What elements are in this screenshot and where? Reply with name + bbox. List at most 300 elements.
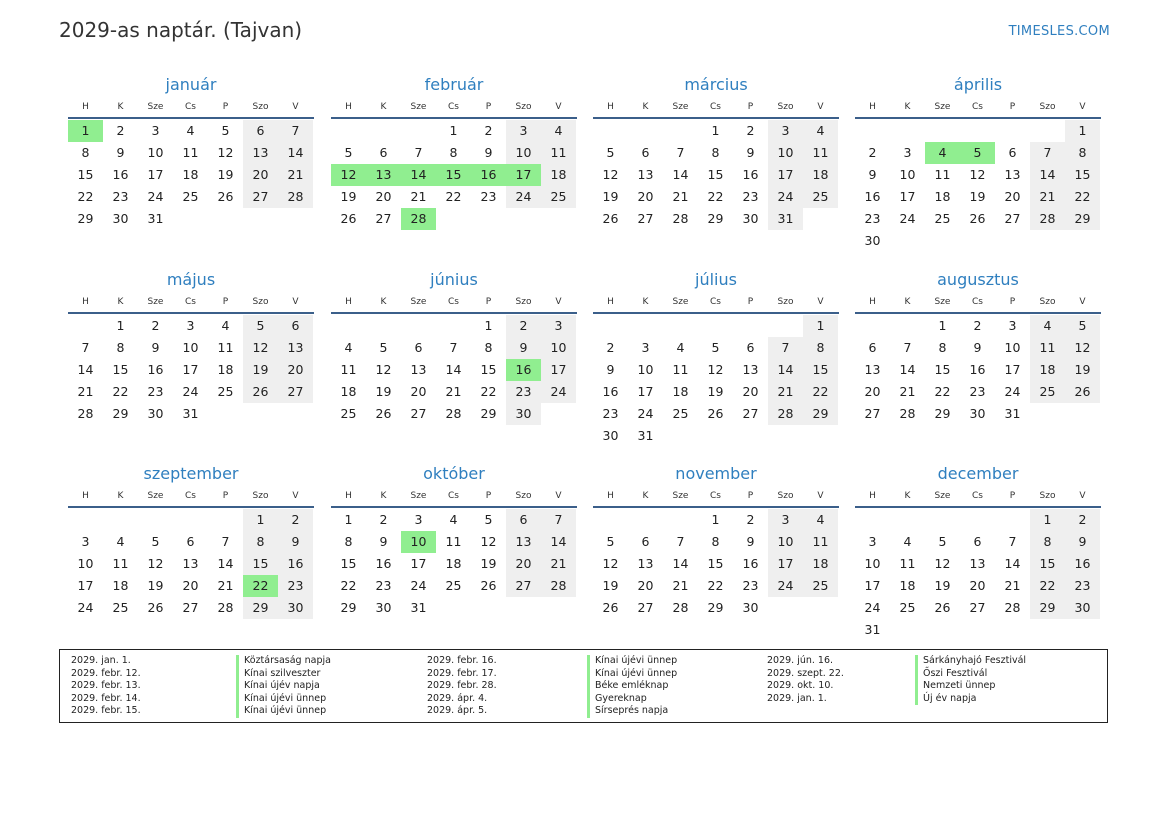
day-cell: 25: [340, 406, 357, 421]
day-cell: 29: [934, 406, 951, 421]
day-cell: 12: [147, 556, 164, 571]
weekday-header-row: [593, 294, 839, 314]
month-name: szeptember: [143, 464, 239, 483]
day-cell: 29: [707, 211, 724, 226]
day-cell: 7: [541, 509, 576, 531]
legend-holiday-name: Kínai szilveszter: [236, 668, 331, 681]
weekday-label: K: [380, 102, 387, 112]
day-cell: 10: [637, 362, 654, 377]
holiday-day-cell: 17: [506, 164, 541, 186]
day-cell: 11: [541, 142, 576, 164]
day-cell: 3: [151, 123, 160, 138]
weekday-label: P: [485, 491, 492, 501]
empty-day-cell: [628, 509, 663, 531]
day-cell: 14: [672, 167, 689, 182]
weekday-label: K: [117, 102, 124, 112]
day-cell: 7: [221, 534, 230, 549]
weekday-label: H: [82, 491, 89, 501]
day-cell: 12: [934, 556, 951, 571]
day-cell: 25: [445, 578, 462, 593]
page-title: 2029-as naptár. (Tajvan): [59, 18, 303, 42]
weekday-label: V: [817, 297, 824, 307]
empty-day-cell: [960, 120, 995, 142]
day-cell: 7: [449, 340, 458, 355]
weekday-label: Cs: [185, 491, 196, 501]
weekday-label: P: [747, 297, 754, 307]
empty-day-cell: [960, 509, 995, 531]
weekday-label: H: [869, 297, 876, 307]
day-cell: 13: [278, 337, 313, 359]
weekday-label: Sze: [934, 491, 951, 501]
day-cell: 24: [637, 406, 654, 421]
day-cell: 26: [480, 578, 497, 593]
day-cell: 17: [147, 167, 164, 182]
day-cell: 24: [541, 381, 576, 403]
day-cell: 26: [243, 381, 278, 403]
weekday-label: H: [869, 102, 876, 112]
month-name: január: [165, 75, 217, 94]
day-cell: 5: [344, 145, 353, 160]
empty-day-cell: [401, 120, 436, 142]
day-cell: 11: [1030, 337, 1065, 359]
legend-holiday-name: Kínai újévi ünnep: [236, 705, 331, 718]
month-name: október: [423, 464, 485, 483]
day-cell: 22: [1030, 575, 1065, 597]
day-cell: 1: [803, 315, 838, 337]
day-cell: 9: [151, 340, 160, 355]
day-cell: 19: [217, 167, 234, 182]
month-calendar: [855, 74, 1101, 252]
weekday-label: K: [642, 297, 649, 307]
day-cell: 23: [742, 578, 759, 593]
day-cell: 30: [112, 211, 129, 226]
empty-day-cell: [628, 315, 663, 337]
weekday-label: Szo: [777, 491, 794, 501]
weekday-label: Cs: [972, 297, 983, 307]
weekday-label: P: [1009, 297, 1016, 307]
day-cell: 28: [217, 600, 234, 615]
legend-date: 2029. febr. 12.: [71, 667, 141, 679]
month-calendar: [331, 269, 577, 425]
day-cell: 4: [449, 512, 458, 527]
empty-day-cell: [890, 315, 925, 337]
day-cell: 7: [676, 145, 685, 160]
day-cell: 18: [541, 164, 576, 186]
day-cell: 21: [541, 553, 576, 575]
day-cell: 25: [541, 186, 576, 208]
day-cell: 2: [746, 123, 755, 138]
day-cell: 7: [1008, 534, 1017, 549]
day-cell: 10: [768, 531, 803, 553]
day-cell: 6: [641, 145, 650, 160]
day-cell: 14: [445, 362, 462, 377]
day-cell: 28: [1030, 208, 1065, 230]
day-cell: 6: [379, 145, 388, 160]
empty-day-cell: [103, 509, 138, 531]
holiday-day-cell: 10: [401, 531, 436, 553]
weekday-label: Szo: [252, 102, 269, 112]
weekday-label: Szo: [1039, 491, 1056, 501]
day-cell: 15: [1065, 164, 1100, 186]
weekday-header-row: [855, 488, 1101, 508]
day-cell: 30: [506, 403, 541, 425]
holiday-legend: [59, 649, 1108, 723]
day-cell: 1: [116, 318, 125, 333]
day-cell: 14: [278, 142, 313, 164]
day-cell: 25: [1030, 381, 1065, 403]
day-grid: [68, 509, 314, 619]
day-cell: 10: [1004, 340, 1021, 355]
day-cell: 12: [217, 145, 234, 160]
weekday-label: Cs: [972, 491, 983, 501]
day-cell: 29: [1030, 597, 1065, 619]
legend-holiday-name: Új év napja: [915, 693, 1026, 706]
day-cell: 14: [77, 362, 94, 377]
day-cell: 25: [803, 186, 838, 208]
day-grid: [855, 509, 1101, 641]
weekday-label: V: [555, 491, 562, 501]
day-cell: 6: [1008, 145, 1017, 160]
day-cell: 30: [147, 406, 164, 421]
day-cell: 7: [1030, 142, 1065, 164]
day-cell: 1: [484, 318, 493, 333]
day-cell: 28: [899, 406, 916, 421]
legend-holiday-name: Őszi Fesztivál: [915, 668, 1026, 681]
empty-day-cell: [890, 120, 925, 142]
day-cell: 25: [934, 211, 951, 226]
day-cell: 16: [742, 556, 759, 571]
day-cell: 21: [1030, 186, 1065, 208]
day-cell: 11: [217, 340, 234, 355]
day-cell: 24: [506, 186, 541, 208]
day-cell: 15: [707, 167, 724, 182]
day-cell: 4: [221, 318, 230, 333]
day-cell: 29: [243, 597, 278, 619]
day-cell: 1: [449, 123, 458, 138]
day-cell: 29: [707, 600, 724, 615]
legend-dates-col-1: [71, 655, 141, 718]
day-cell: 12: [602, 556, 619, 571]
day-cell: 17: [768, 164, 803, 186]
day-cell: 18: [803, 164, 838, 186]
day-cell: 19: [707, 384, 724, 399]
weekday-label: H: [345, 102, 352, 112]
day-cell: 9: [379, 534, 388, 549]
weekday-label: V: [555, 297, 562, 307]
day-cell: 19: [1065, 359, 1100, 381]
day-cell: 17: [1004, 362, 1021, 377]
day-cell: 19: [480, 556, 497, 571]
weekday-label: V: [555, 102, 562, 112]
day-cell: 16: [375, 556, 392, 571]
legend-date: 2029. febr. 15.: [71, 705, 141, 717]
empty-day-cell: [855, 120, 890, 142]
day-cell: 13: [1004, 167, 1021, 182]
weekday-label: V: [292, 491, 299, 501]
day-cell: 30: [1065, 597, 1100, 619]
day-cell: 4: [541, 120, 576, 142]
holiday-day-cell: 4: [925, 142, 960, 164]
day-cell: 14: [1004, 556, 1021, 571]
day-cell: 30: [742, 211, 759, 226]
weekday-label: Szo: [1039, 102, 1056, 112]
month-calendar: [593, 269, 839, 447]
weekday-label: V: [1079, 297, 1086, 307]
holiday-day-cell: 12: [331, 164, 366, 186]
day-cell: 16: [864, 189, 881, 204]
day-cell: 20: [182, 578, 199, 593]
day-cell: 26: [602, 211, 619, 226]
day-cell: 13: [410, 362, 427, 377]
day-cell: 6: [868, 340, 877, 355]
day-cell: 22: [112, 384, 129, 399]
day-cell: 12: [707, 362, 724, 377]
day-cell: 16: [742, 167, 759, 182]
day-grid: [331, 509, 577, 619]
day-cell: 6: [243, 120, 278, 142]
day-cell: 2: [151, 318, 160, 333]
weekday-label: V: [292, 102, 299, 112]
day-cell: 13: [637, 167, 654, 182]
day-cell: 2: [973, 318, 982, 333]
day-cell: 1: [344, 512, 353, 527]
day-cell: 11: [934, 167, 951, 182]
day-cell: 22: [707, 578, 724, 593]
day-cell: 21: [217, 578, 234, 593]
day-cell: 15: [803, 359, 838, 381]
day-cell: 7: [903, 340, 912, 355]
day-cell: 18: [934, 189, 951, 204]
legend-holiday-name: Kínai újévi ünnep: [587, 668, 677, 681]
weekday-label: Cs: [448, 297, 459, 307]
legend-holiday-name: Kínai újévi ünnep: [587, 655, 677, 668]
day-cell: 16: [147, 362, 164, 377]
weekday-label: K: [380, 491, 387, 501]
month-name: augusztus: [937, 270, 1019, 289]
day-grid: [855, 120, 1101, 252]
weekday-label: K: [642, 491, 649, 501]
day-cell: 2: [484, 123, 493, 138]
day-cell: 21: [672, 578, 689, 593]
day-cell: 13: [637, 556, 654, 571]
day-cell: 20: [637, 578, 654, 593]
weekday-label: Cs: [185, 297, 196, 307]
day-cell: 20: [864, 384, 881, 399]
day-cell: 24: [768, 575, 803, 597]
weekday-label: K: [117, 491, 124, 501]
day-cell: 30: [742, 600, 759, 615]
weekday-label: Szo: [777, 102, 794, 112]
day-cell: 2: [1065, 509, 1100, 531]
legend-date: 2029. febr. 17.: [427, 667, 497, 679]
day-cell: 15: [934, 362, 951, 377]
empty-day-cell: [768, 315, 803, 337]
empty-day-cell: [593, 120, 628, 142]
day-cell: 9: [116, 145, 125, 160]
day-cell: 18: [445, 556, 462, 571]
empty-day-cell: [1030, 120, 1065, 142]
empty-day-cell: [855, 315, 890, 337]
day-cell: 24: [182, 384, 199, 399]
empty-day-cell: [995, 509, 1030, 531]
day-cell: 2: [278, 509, 313, 531]
day-cell: 27: [637, 600, 654, 615]
weekday-label: K: [904, 491, 911, 501]
day-cell: 28: [541, 575, 576, 597]
month-name: július: [695, 270, 737, 289]
empty-day-cell: [995, 120, 1030, 142]
day-cell: 10: [506, 142, 541, 164]
legend-date: 2029. febr. 13.: [71, 680, 141, 692]
day-cell: 2: [868, 145, 877, 160]
day-cell: 24: [147, 189, 164, 204]
weekday-label: P: [485, 297, 492, 307]
weekday-label: V: [1079, 102, 1086, 112]
weekday-label: Sze: [410, 297, 427, 307]
day-cell: 14: [899, 362, 916, 377]
day-cell: 26: [147, 600, 164, 615]
day-cell: 25: [672, 406, 689, 421]
day-cell: 1: [938, 318, 947, 333]
day-cell: 27: [182, 600, 199, 615]
weekday-label: H: [82, 297, 89, 307]
day-cell: 12: [602, 167, 619, 182]
brand-link[interactable]: TIMESLES.COM: [1008, 24, 1110, 39]
legend-date: 2029. okt. 10.: [767, 680, 834, 692]
day-cell: 10: [182, 340, 199, 355]
weekday-label: V: [1079, 491, 1086, 501]
day-cell: 20: [243, 164, 278, 186]
weekday-label: H: [345, 297, 352, 307]
empty-day-cell: [890, 509, 925, 531]
day-cell: 11: [445, 534, 462, 549]
day-cell: 23: [1065, 575, 1100, 597]
empty-day-cell: [663, 315, 698, 337]
day-cell: 9: [506, 337, 541, 359]
empty-day-cell: [698, 315, 733, 337]
legend-names-col-3: [915, 655, 1026, 705]
day-cell: 2: [606, 340, 615, 355]
day-cell: 11: [803, 531, 838, 553]
day-cell: 10: [768, 142, 803, 164]
day-cell: 26: [602, 600, 619, 615]
day-cell: 23: [506, 381, 541, 403]
weekday-header-row: [68, 488, 314, 508]
day-cell: 3: [1008, 318, 1017, 333]
month-name: június: [430, 270, 478, 289]
legend-date: 2029. febr. 28.: [427, 680, 497, 692]
day-cell: 27: [742, 406, 759, 421]
day-cell: 8: [711, 534, 720, 549]
day-cell: 13: [506, 531, 541, 553]
day-cell: 6: [746, 340, 755, 355]
day-cell: 18: [672, 384, 689, 399]
day-cell: 24: [864, 600, 881, 615]
month-name: március: [684, 75, 748, 94]
day-cell: 2: [746, 512, 755, 527]
day-cell: 17: [541, 359, 576, 381]
day-cell: 6: [278, 315, 313, 337]
empty-day-cell: [593, 509, 628, 531]
weekday-header-row: [331, 488, 577, 508]
day-cell: 3: [768, 120, 803, 142]
day-cell: 13: [864, 362, 881, 377]
day-cell: 11: [112, 556, 129, 571]
day-cell: 27: [864, 406, 881, 421]
day-cell: 26: [217, 189, 234, 204]
day-cell: 2: [506, 315, 541, 337]
day-cell: 9: [746, 145, 755, 160]
day-cell: 18: [803, 553, 838, 575]
month-calendar: [855, 463, 1101, 641]
day-cell: 27: [410, 406, 427, 421]
day-cell: 8: [938, 340, 947, 355]
day-cell: 5: [151, 534, 160, 549]
day-cell: 10: [147, 145, 164, 160]
weekday-label: Cs: [710, 297, 721, 307]
day-cell: 22: [480, 384, 497, 399]
day-cell: 17: [410, 556, 427, 571]
day-grid: [593, 315, 839, 447]
day-cell: 16: [602, 384, 619, 399]
month-calendar: [331, 463, 577, 619]
day-cell: 16: [969, 362, 986, 377]
day-grid: [331, 120, 577, 230]
day-cell: 23: [864, 211, 881, 226]
holiday-day-cell: 22: [243, 575, 278, 597]
weekday-label: Szo: [515, 491, 532, 501]
empty-day-cell: [366, 120, 401, 142]
empty-day-cell: [401, 315, 436, 337]
day-cell: 23: [742, 189, 759, 204]
empty-day-cell: [436, 315, 471, 337]
holiday-day-cell: 5: [960, 142, 995, 164]
weekday-label: H: [345, 491, 352, 501]
day-cell: 5: [606, 145, 615, 160]
empty-day-cell: [628, 120, 663, 142]
day-cell: 19: [969, 189, 986, 204]
weekday-label: Cs: [448, 102, 459, 112]
day-cell: 1: [711, 512, 720, 527]
day-cell: 29: [112, 406, 129, 421]
day-cell: 4: [803, 509, 838, 531]
weekday-label: P: [222, 102, 229, 112]
legend-date: 2029. jún. 16.: [767, 655, 834, 666]
day-cell: 3: [506, 120, 541, 142]
day-cell: 21: [410, 189, 427, 204]
day-cell: 5: [243, 315, 278, 337]
day-cell: 12: [1065, 337, 1100, 359]
day-cell: 27: [278, 381, 313, 403]
day-cell: 5: [1065, 315, 1100, 337]
day-cell: 27: [969, 600, 986, 615]
day-cell: 4: [903, 534, 912, 549]
legend-date: 2029. febr. 14.: [71, 692, 141, 704]
holiday-day-cell: 28: [401, 208, 436, 230]
empty-day-cell: [331, 120, 366, 142]
month-calendar: [68, 74, 314, 230]
weekday-header-row: [855, 99, 1101, 119]
day-cell: 28: [672, 211, 689, 226]
day-cell: 29: [77, 211, 94, 226]
day-cell: 14: [768, 359, 803, 381]
day-cell: 8: [484, 340, 493, 355]
day-cell: 3: [768, 509, 803, 531]
holiday-day-cell: 13: [366, 164, 401, 186]
month-calendar: [331, 74, 577, 230]
legend-date: 2029. febr. 16.: [427, 655, 497, 666]
empty-day-cell: [138, 509, 173, 531]
